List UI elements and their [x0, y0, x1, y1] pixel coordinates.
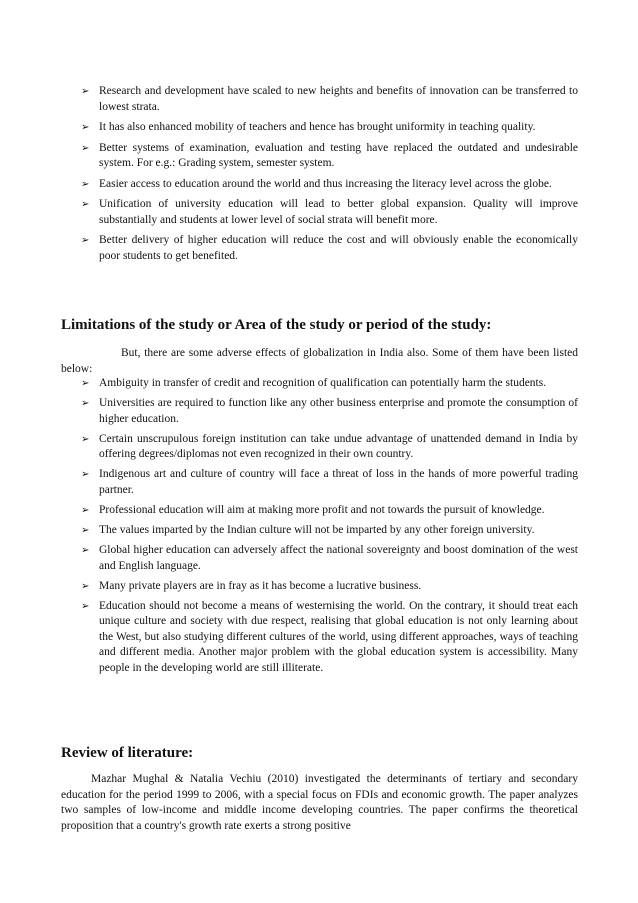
list-item-text: Certain unscrupulous foreign institution can take undue advantage of unattended demand in India by offering degrees/diplomas not even recognized in their own country.: [99, 432, 578, 461]
arrow-bullet-icon: ➢: [81, 469, 90, 481]
arrow-bullet-icon: ➢: [81, 600, 90, 612]
list-item-text: Better systems of examination, evaluation and testing have replaced the outdated and undesirable system. For e.g.: Grading system, semester system.: [99, 141, 578, 169]
list-item: [64, 599, 578, 677]
list-item-text: It has also enhanced mobility of teachers and hence has brought uniformity in teaching quality.: [99, 121, 536, 133]
arrow-bullet-icon: ➢: [81, 86, 90, 97]
list-item: [64, 503, 578, 519]
list-item: [64, 120, 578, 136]
arrow-bullet-icon: ➢: [81, 378, 90, 389]
list-item-text: Global higher education can adversely affect the national sovereignty and boost domination of the west and English language.: [99, 544, 578, 572]
arrow-bullet-icon: ➢: [81, 433, 90, 445]
list-item-text: Easier access to education around the world and thus increasing the literacy level across the globe.: [99, 177, 552, 190]
list-item: [64, 467, 578, 498]
list-item-text: Better delivery of higher education will reduce the cost and will obviously enable the economically poor students to get benefited.: [99, 234, 578, 262]
list-item: [64, 579, 578, 595]
arrow-bullet-icon: ➢: [81, 398, 90, 410]
list-item: [64, 376, 578, 392]
list-item: [64, 84, 578, 115]
arrow-bullet-icon: ➢: [81, 545, 90, 557]
list-item: [64, 177, 578, 193]
arrow-bullet-icon: ➢: [81, 178, 90, 190]
arrow-bullet-icon: ➢: [81, 524, 90, 536]
limitations-heading: Limitations of the study or Area of the study or period of the study:: [61, 317, 492, 333]
arrow-bullet-icon: ➢: [81, 142, 90, 154]
list-item: [64, 141, 578, 172]
limitations-list: [64, 376, 578, 681]
list-item: [64, 197, 578, 228]
list-item-text: Indigenous art and culture of country will face a threat of loss in the hands of more powerful trading partner.: [99, 468, 578, 496]
list-item-text: The values imparted by the Indian culture will not be imparted by any other foreign university.: [99, 523, 535, 536]
list-item-text: Many private players are in fray as it has become a lucrative business.: [99, 579, 422, 592]
limitations-intro-paragraph: But, there are some adverse effects of globalization in India also. Some of them have been listed below:: [61, 347, 578, 375]
list-item: [64, 432, 578, 463]
list-item: [64, 396, 578, 427]
benefits-list: [64, 84, 578, 269]
list-item-text: Education should not become a means of westernising the world. On the contrary, it should treat each unique culture and society with due respect, realising that global education is not only learning about the West, but also studying different cultures of the world, using different approaches, ways of teaching and different media. Another major problem with the global education system is accessibility. Many people in the developing world are still illiterate.: [99, 599, 578, 674]
list-item: [64, 543, 578, 574]
arrow-bullet-icon: ➢: [81, 235, 90, 246]
list-item-text: Unification of university education will lead to better global expansion. Quality will improve substantially and students at lower level of social strata will benefit more.: [99, 198, 578, 226]
list-item-text: Ambiguity in transfer of credit and recognition of qualification can potentially harm the students.: [99, 377, 547, 389]
review-paragraph: Mazhar Mughal & Natalia Vechiu (2010) investigated the determinants of tertiary and secondary education for the period 1999 to 2006, with a special focus on FDIs and economic growth. The paper analyzes two samples of low-income and middle income developing countries. The paper confirms the theoretical proposition that a country's growth rate exerts a strong positive: [61, 773, 578, 832]
arrow-bullet-icon: ➢: [81, 580, 90, 592]
list-item: [64, 523, 578, 539]
list-item-text: Professional education will aim at making more profit and not towards the pursuit of knowledge.: [99, 503, 545, 516]
list-item-text: Universities are required to function like any other business enterprise and promote the consumption of higher education.: [99, 397, 578, 425]
list-item-text: Research and development have scaled to new heights and benefits of innovation can be transferred to lowest strata.: [99, 85, 578, 113]
arrow-bullet-icon: ➢: [81, 199, 90, 210]
arrow-bullet-icon: ➢: [81, 504, 90, 516]
review-heading: Review of literature:: [61, 745, 194, 761]
list-item: [64, 233, 578, 264]
arrow-bullet-icon: ➢: [81, 122, 90, 133]
